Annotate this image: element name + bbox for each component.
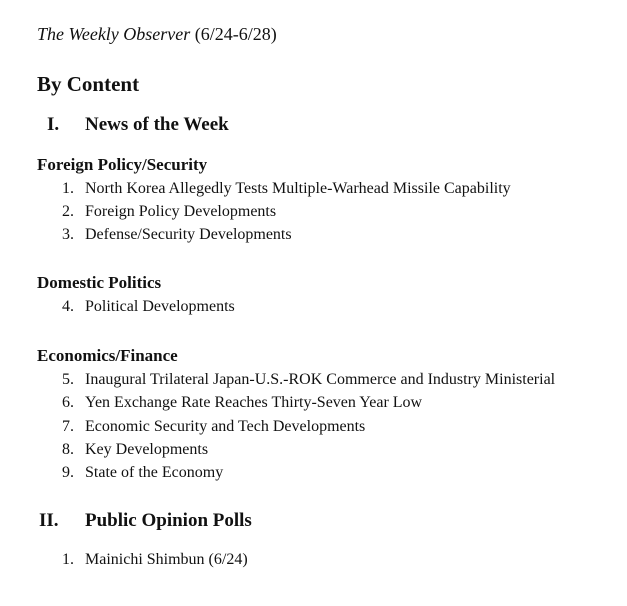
item-text: North Korea Allegedly Tests Multiple-Warhead Missile Capability (85, 180, 511, 197)
item-number: 3. (62, 226, 74, 243)
publication-dates: (6/24-6/28) (194, 24, 277, 44)
item-text: Foreign Policy Developments (85, 203, 277, 220)
section-numeral: I. (47, 114, 60, 135)
item-text: Political Developments (85, 298, 235, 315)
section-numeral: II. (39, 510, 59, 531)
item-number: 1. (62, 180, 74, 197)
item-number: 2. (62, 203, 74, 220)
page-title: By Content (37, 72, 140, 96)
item-text: Inaugural Trilateral Japan-U.S.-ROK Commerce and Industry Ministerial (85, 371, 556, 388)
item-text: Key Developments (85, 441, 209, 458)
section-title: News of the Week (85, 114, 229, 135)
item-text: Mainichi Shimbun (6/24) (85, 551, 248, 568)
category-domestic-politics: Domestic Politics (37, 273, 162, 292)
item-number: 7. (62, 418, 74, 435)
item-text: Economic Security and Tech Developments (85, 418, 366, 435)
item-number: 5. (62, 371, 74, 388)
item-number: 8. (62, 441, 74, 458)
section-title: Public Opinion Polls (85, 510, 252, 531)
item-number: 6. (62, 394, 74, 411)
category-economics-finance: Economics/Finance (37, 346, 178, 365)
item-text: Defense/Security Developments (85, 226, 292, 243)
item-text: Yen Exchange Rate Reaches Thirty-Seven Year Low (85, 394, 423, 411)
publication-name: The Weekly Observer (37, 24, 191, 44)
item-number: 4. (62, 298, 74, 315)
category-foreign-policy: Foreign Policy/Security (37, 155, 208, 174)
item-number: 9. (62, 464, 74, 481)
item-number: 1. (62, 551, 74, 568)
publication-header (37, 22, 277, 46)
item-text: State of the Economy (85, 464, 224, 481)
